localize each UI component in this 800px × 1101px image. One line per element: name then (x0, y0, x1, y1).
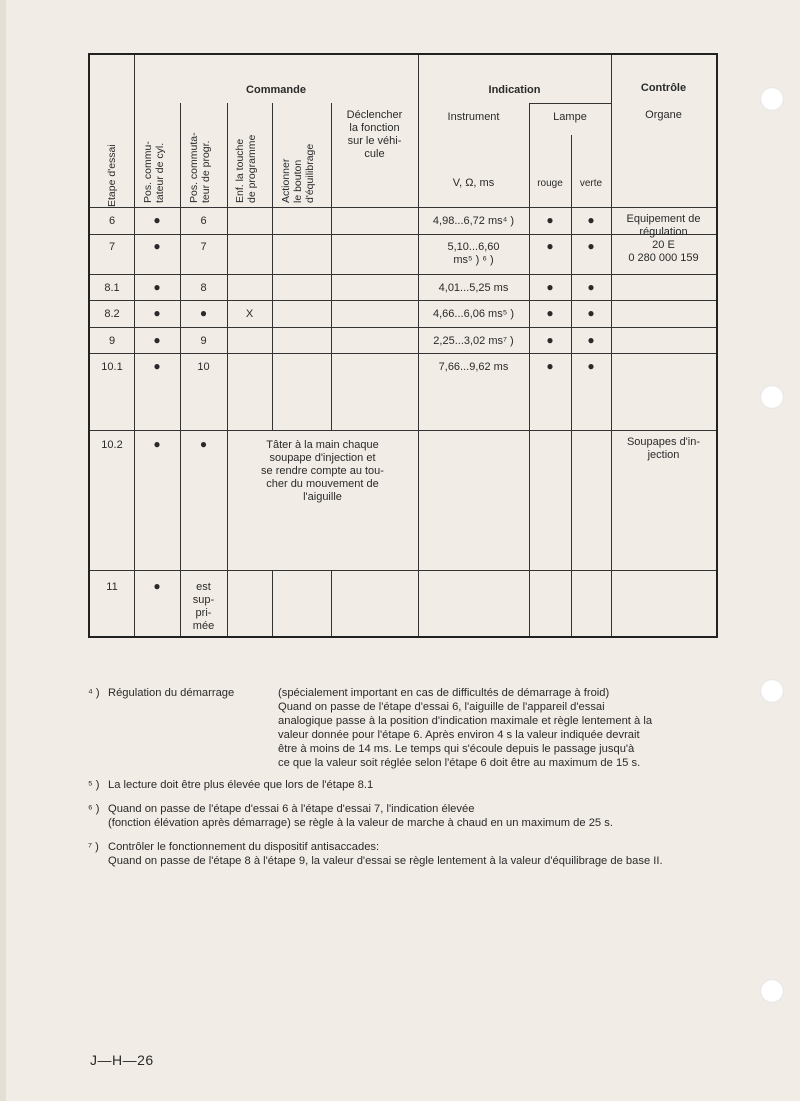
header-controle: Contrôle (640, 82, 687, 94)
footnote-6-text: Quand on passe de l'étape d'essai 6 à l'étape d'essai 7, l'indication élevée (fonction élévation après démarrage) se règle à la valeur de marche à chaud en un maximum de 25 s. (108, 803, 613, 829)
cell-instrument: 7,66...9,62 ms (438, 361, 509, 373)
cell-enf: X (245, 308, 254, 320)
footnote-4-label: Régulation du démarrage (108, 687, 235, 699)
cell-merged-instruction: Tâter à la main chaque soupape d'injection et se rendre compte au tou- cher du mouvement de l'aiguille (261, 439, 384, 503)
footnote-4-mark: ⁴ ) (88, 687, 100, 699)
cell-etape: 11 (106, 581, 118, 593)
cell-etape: 7 (108, 241, 116, 253)
col-verte: verte (579, 178, 603, 189)
footnote-6-mark: ⁶ ) (88, 803, 100, 815)
col-lampe: Lampe (553, 111, 587, 123)
punch-hole (760, 87, 784, 111)
cell-rouge: ● (546, 359, 554, 373)
cell-rouge: ● (546, 239, 554, 253)
cell-etape: 8.2 (104, 308, 120, 320)
test-table (88, 53, 718, 638)
cell-prog: ● (199, 437, 208, 451)
cell-cyl: ● (153, 280, 161, 294)
cell-cyl: ● (153, 579, 161, 593)
footnote-5-text: La lecture doit être plus élevée que lors de l'étape 8.1 (108, 779, 374, 791)
cell-prog: 9 (200, 335, 207, 347)
footnote-5-mark: ⁵ ) (88, 779, 100, 791)
punch-hole (760, 385, 784, 409)
header-commande: Commande (246, 84, 306, 96)
col-organe: Organe (645, 109, 682, 121)
cell-cyl: ● (153, 437, 161, 451)
cell-etape: 8.1 (104, 282, 120, 294)
col-declencher: Déclencher la fonction sur le véhi- cule (346, 109, 403, 160)
organe-soupapes: Soupapes d'in- jection (626, 436, 701, 461)
cell-prog: 7 (200, 241, 207, 253)
page-edge (0, 0, 6, 1101)
cell-cyl: ● (153, 213, 161, 227)
cell-verte: ● (587, 213, 595, 227)
col-rouge: rouge (537, 178, 563, 189)
cell-etape: 10.1 (101, 361, 123, 373)
footnote-4-text: (spécialement important en cas de difficultés de démarrage à froid) Quand on passe de l'étape d'essai 6, l'aiguille de l'appareil d'essai analogique passe à la position d'indication maximale et règle lentement à la valeur donnée pour l'étape 6. Après environ 4 s la valeur indiquée devrait être à moins de 14 ms. Le temps qui s'écoule depuis le passage jusqu'à ce que la valeur soit réglée selon l'étape 6 doit être au maximum de 15 s. (278, 687, 653, 769)
cell-verte: ● (587, 333, 595, 347)
cell-prog: ● (199, 306, 208, 320)
footnote-7-mark: ⁷ ) (88, 841, 99, 853)
cell-instrument: 5,10...6,60 ms⁵ ) ⁶ ) (447, 241, 500, 266)
organe-regulation: Equipement de régulation 20 E 0 280 000 159 (626, 213, 701, 264)
cell-etape: 10.2 (101, 439, 123, 451)
col-pos-prog: Pos. commuta- teur de progr. (188, 132, 212, 203)
cell-instrument: 4,98...6,72 ms⁴ ) (432, 215, 515, 227)
col-pos-cyl: Pos. commu- tateur de cyl. (142, 141, 166, 203)
col-enf-touche: Enf. la touche de programme (234, 134, 258, 203)
cell-verte: ● (587, 306, 595, 320)
cell-prog: 8 (200, 282, 207, 294)
cell-prog: 6 (200, 215, 207, 227)
col-actionner: Actionner le bouton d'équilibrage (280, 143, 316, 203)
cell-etape: 6 (108, 215, 116, 227)
page-code: J—H—26 (90, 1052, 154, 1068)
cell-rouge: ● (546, 306, 554, 320)
cell-etape: 9 (108, 335, 116, 347)
cell-instrument: 4,66...6,06 ms⁵ ) (433, 308, 514, 320)
cell-cyl: ● (153, 239, 161, 253)
cell-instrument: 2,25...3,02 ms⁷ ) (433, 335, 514, 347)
punch-hole (760, 679, 784, 703)
cell-cyl: ● (153, 306, 161, 320)
col-instrument-unit: V, Ω, ms (452, 177, 495, 189)
cell-prog: 10 (197, 361, 210, 373)
header-indication: Indication (488, 84, 541, 96)
cell-verte: ● (587, 359, 595, 373)
cell-instrument: 4,01...5,25 ms (438, 282, 509, 294)
cell-cyl: ● (153, 333, 161, 347)
col-instrument: Instrument (447, 111, 500, 123)
cell-rouge: ● (546, 213, 554, 227)
cell-verte: ● (587, 280, 595, 294)
cell-verte: ● (587, 239, 595, 253)
punch-hole (760, 979, 784, 1003)
cell-prog: est sup- pri- mée (192, 581, 215, 632)
cell-cyl: ● (153, 359, 161, 373)
cell-rouge: ● (546, 280, 554, 294)
col-etape: Etape d'essai (106, 144, 118, 207)
footnote-7-text: Contrôler le fonctionnement du dispositif antisaccades: Quand on passe de l'étape 8 à l'étape 9, la valeur d'essai se règle lentement à la valeur d'équilibrage de base II. (108, 841, 663, 867)
cell-rouge: ● (546, 333, 554, 347)
